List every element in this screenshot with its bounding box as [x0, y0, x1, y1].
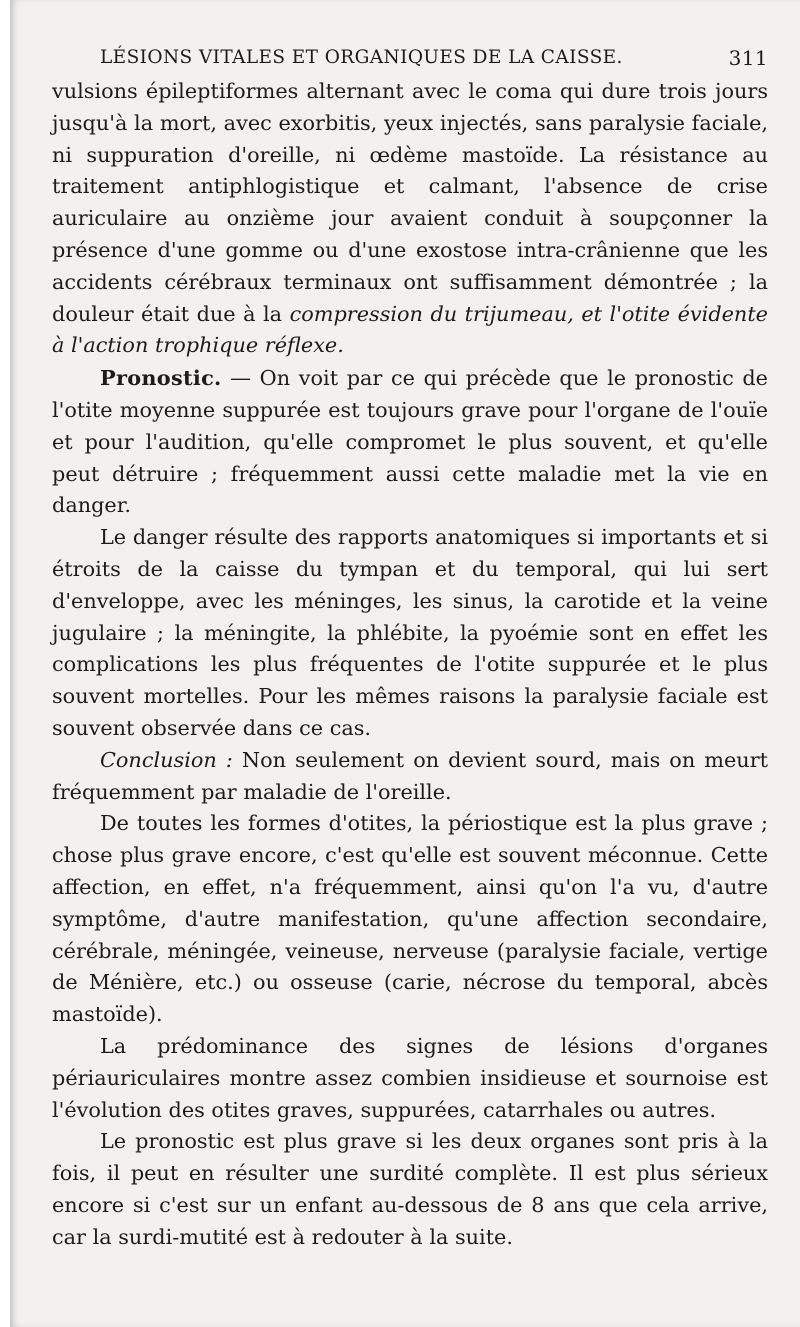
conclusion-label: Conclusion : [100, 747, 233, 772]
paragraph-pronostic [52, 362, 768, 522]
paragraph-danger: Le danger résulte des rapports anatomiques si importants et si étroits de la caisse du tympan et du temporal, qui lui sert d'enveloppe, avec les méninges, les sinus, la carotide et la veine jugulaire ; la méningite, la phlébite, la pyoémie sont en effet les complications les plus fréquentes de l'otite suppurée et le plus souvent mortelles. Pour les mêmes raisons la paralysie faciale est souvent observée dans ce cas. [52, 525, 768, 740]
paragraph-1-italic: compression du trijumeau, et l'otite évidente à l'action trophique réflexe. [52, 301, 768, 358]
paragraph-conclusion-text: Non seulement on devient sourd, mais on meurt fréquemment par maladie de l'oreille. [52, 747, 768, 804]
page-number: 311 [728, 46, 768, 70]
running-header [52, 40, 768, 76]
paragraph-1-text: vulsions épileptiformes alternant avec le coma qui dure trois jours jusqu'à la mort, avec exorbitis, yeux injectés, sans paralysie faciale, ni suppuration d'oreille, ni œdème mastoïde. La résistance au traitement antiphlogistique et calmant, l'absence de crise auriculaire au onzième jour avaient conduit à soupçonner la présence d'une gomme ou d'une exostose intra-crânienne que les accidents cérébraux terminaux ont suffisamment démontrée ; la douleur était due à la [52, 79, 768, 326]
paragraph-periostique: De toutes les formes d'otites, la périostique est la plus grave ; chose plus grave encore, c'est qu'elle est souvent méconnue. Cette affection, en effet, n'a fréquemment, ainsi qu'on l'a vu, d'autre symptôme, d'autre manifestation, qu'une affection secondaire, cérébrale, méningée, veineuse, nerveuse (paralysie faciale, vertige de Ménière, etc.) ou osseuse (carie, nécrose du temporal, abcès mastoïde). [52, 811, 768, 1027]
page-content [52, 40, 768, 1253]
book-page [10, 0, 800, 1327]
paragraph-conclusion [52, 745, 768, 809]
paragraph-deux-organes: Le pronostic est plus grave si les deux organes sont pris à la fois, il peut en résulter une surdité complète. Il est plus sérieux encore si c'est sur un enfant au-dessous de 8 ans que cela arrive, car la surdi-mutité est à redouter à la suite. [52, 1129, 768, 1249]
paragraph-1 [52, 76, 768, 362]
running-title: LÉSIONS VITALES ET ORGANIQUES DE LA CAISSE. [100, 47, 623, 68]
section-heading-pronostic: Pronostic. [100, 365, 222, 391]
paragraph-pronostic-text: — On voit par ce qui précède que le pronostic de l'otite moyenne suppurée est toujours grave pour l'organe de l'ouïe et pour l'audition, qu'elle compromet le plus souvent, et qu'elle peut détruire ; fréquemment aussi cette maladie met la vie en danger. [52, 366, 768, 518]
paragraph-predominance: La prédominance des signes de lésions d'organes périauriculaires montre assez combien insidieuse et sournoise est l'évolution des otites graves, suppurées, catarrhales ou autres. [52, 1033, 768, 1122]
